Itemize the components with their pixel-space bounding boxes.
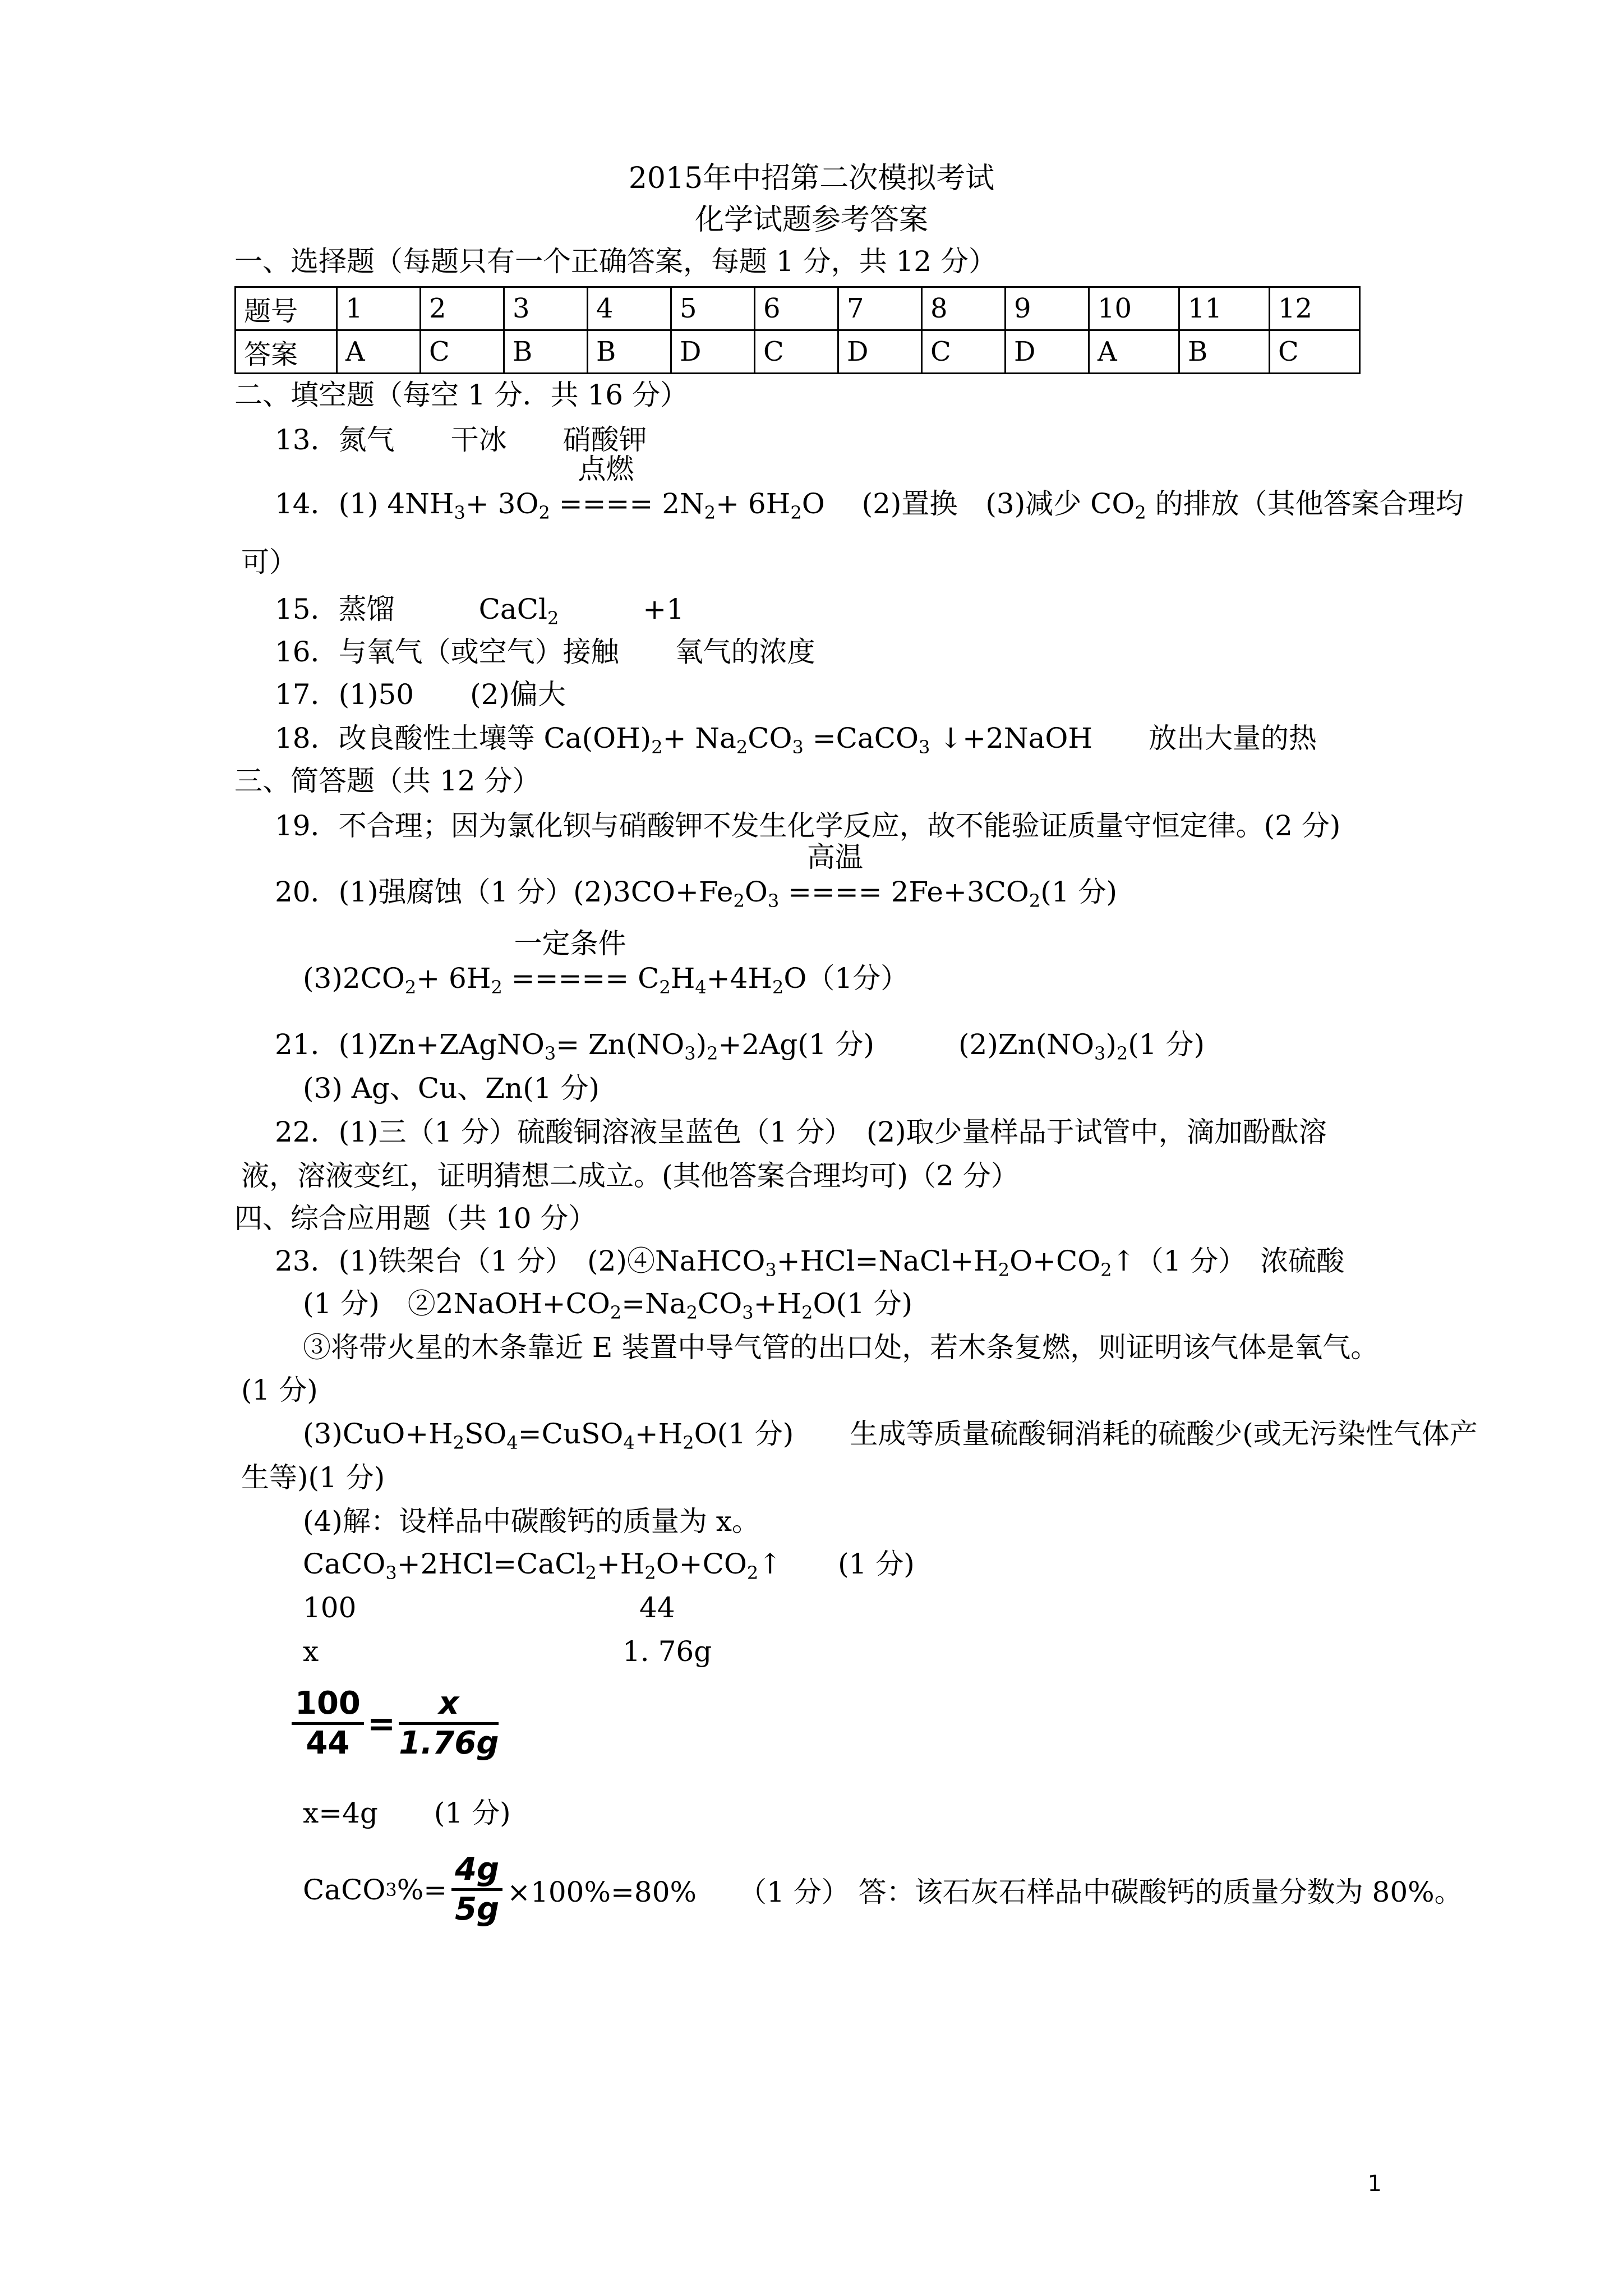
table-cell-answer: D bbox=[671, 330, 755, 374]
table-cell-number: 8 bbox=[922, 287, 1006, 330]
table-head-number: 题号 bbox=[236, 287, 337, 330]
section-1-heading: 一、选择题（每题只有一个正确答案，每题 1 分，共 12 分） bbox=[234, 245, 997, 278]
table-cell-number: 12 bbox=[1270, 287, 1360, 330]
fraction-left: $\frac{100}{44}$ bbox=[292, 1685, 364, 1762]
proportion-equation bbox=[292, 1685, 499, 1762]
answer-22: 22．(1)三（1 分）硫酸铜溶液呈蓝色（1 分） (2)取少量样品于试管中，滴加酚酞溶 bbox=[275, 1116, 1327, 1148]
table-cell-answer: A bbox=[337, 330, 421, 374]
calc-equation: $CaCO_3+2HCl=CaCl_2+H_2O+CO_2↑$ (1 分) bbox=[303, 1548, 915, 1584]
answer-23-line-3: ③将带火星的木条靠近 E 装置中导气管的出口处，若木条复燃，则证明该气体是氧气。 bbox=[303, 1331, 1379, 1364]
answer-21: 21．(1)Zn+ZAgNO$_3$= $Zn(NO_3)_2+2Ag(1$ 分) $(2)Zn(NO_3)_2(1$ 分) bbox=[275, 1028, 1205, 1064]
table-cell-number: 5 bbox=[671, 287, 755, 330]
answer-table bbox=[234, 286, 1361, 374]
title-line-1: 2015年中招第二次模拟考试 bbox=[628, 162, 995, 195]
table-head-answer: 答案 bbox=[236, 330, 337, 374]
answer-23-line-7: (4)解：设样品中碳酸钙的质量为 x。 bbox=[303, 1505, 760, 1538]
reaction-arrow: 高温 ==== bbox=[788, 841, 882, 908]
percentage-line: CaCO 3 %= $\frac{4g}{5g}$ ×100%=80% （1 分） 答：该石灰石样品中碳酸钙的质量分数为 80%。 bbox=[303, 1851, 1463, 1927]
answer-23-line-2: (1 分) $②2NaOH+CO_2=Na_2CO_3+H_2O(1$ 分) bbox=[303, 1287, 913, 1323]
answer-23-line-4: (1 分) bbox=[241, 1374, 318, 1406]
table-row-numbers bbox=[236, 287, 1360, 330]
table-cell-number: 6 bbox=[755, 287, 838, 330]
answer-20: 20．(1)强腐蚀（1 分）$(2)3CO+Fe_2O_3$ 高温 ==== $2Fe+3CO_2(1$ 分) bbox=[275, 841, 1117, 912]
table-row-answers bbox=[236, 330, 1360, 374]
answer-19: 19．不合理；因为氯化钡与硝酸钾不发生化学反应，故不能验证质量守恒定律。(2 分) bbox=[275, 809, 1341, 842]
answer-14: 14．(1) $4NH_3+ 3O_2$ 点燃 ==== $2N_2+ 6H_2O$ (2)置换 (3)减少 $CO_2$ 的排放（其他答案合理均 bbox=[275, 453, 1464, 523]
title-line-2: 化学试题参考答案 bbox=[694, 203, 928, 237]
table-cell-answer: C bbox=[755, 330, 838, 374]
molar-mass-co2: 44 bbox=[639, 1591, 675, 1624]
table-cell-answer: C bbox=[421, 330, 504, 374]
table-cell-answer: B bbox=[1179, 330, 1270, 374]
section-4-heading: 四、综合应用题（共 10 分） bbox=[234, 1202, 597, 1235]
table-cell-answer: C bbox=[922, 330, 1006, 374]
reaction-arrow: 点燃 ==== bbox=[559, 453, 653, 520]
table-cell-number: 4 bbox=[588, 287, 671, 330]
answer-18: 18．改良酸性土壤等 $Ca(OH)_2+ Na_2CO_3$ =CaCO$_3$ ↓+2NaOH 放出大量的热 bbox=[275, 722, 1317, 758]
table-cell-number: 2 bbox=[421, 287, 504, 330]
answer-15: 15．蒸馏 CaCl$_2$ +1 bbox=[275, 593, 685, 629]
answer-14-continued: 可） bbox=[241, 546, 297, 578]
answer-23: 23．(1)铁架台（1 分） $(2)④NaHCO_3+HCl=NaCl+H_2O+CO_2↑(1$ 分） 浓硫酸 bbox=[275, 1245, 1345, 1281]
table-cell-answer: C bbox=[1270, 330, 1360, 374]
result-x: x=4g (1 分) bbox=[303, 1797, 511, 1829]
table-cell-answer: A bbox=[1089, 330, 1179, 374]
table-cell-number: 11 bbox=[1179, 287, 1270, 330]
table-cell-number: 9 bbox=[1006, 287, 1089, 330]
unknown-x: x bbox=[303, 1635, 319, 1668]
table-cell-answer: B bbox=[588, 330, 671, 374]
section-3-heading: 三、简答题（共 12 分） bbox=[234, 765, 541, 797]
table-cell-number: 7 bbox=[838, 287, 922, 330]
section-2-heading: 二、填空题（每空 1 分．共 16 分） bbox=[234, 379, 689, 411]
table-cell-number: 1 bbox=[337, 287, 421, 330]
page-number: 1 bbox=[1367, 2171, 1382, 2197]
answer-16: 16．与氧气（或空气）接触 氧气的浓度 bbox=[275, 636, 815, 668]
table-cell-answer: D bbox=[838, 330, 922, 374]
table-cell-number: 3 bbox=[504, 287, 588, 330]
molar-mass-caco3: 100 bbox=[303, 1591, 357, 1624]
reaction-arrow: 一定条件 ===== bbox=[511, 927, 629, 995]
answer-21-part-3: (3) Ag、Cu、Zn(1 分) bbox=[303, 1072, 600, 1105]
answer-17: 17．(1)50 (2)偏大 bbox=[275, 678, 566, 711]
table-cell-number: 10 bbox=[1089, 287, 1179, 330]
equals-sign: = bbox=[367, 1704, 396, 1743]
table-cell-answer: D bbox=[1006, 330, 1089, 374]
answer-23-line-5: $(3)CuO+H_2SO_4=CuSO_4+H_2O(1$ 分) 生成等质量硫酸铜消耗的硫酸少(或无污染性气体产 bbox=[303, 1418, 1478, 1453]
answer-13: 13．氮气 干冰 硝酸钾 bbox=[275, 424, 647, 456]
answer-23-line-6: 生等)(1 分) bbox=[241, 1461, 385, 1494]
mass-co2: 1. 76g bbox=[623, 1635, 712, 1668]
fraction-percentage: $\frac{4g}{5g}$ bbox=[451, 1851, 502, 1928]
table-cell-answer: B bbox=[504, 330, 588, 374]
answer-20-part-3: $(3)2CO_2+ 6H_2$ 一定条件 ===== $C_2H_4+4H_2O(1$分） bbox=[303, 927, 909, 998]
answer-22-continued: 液，溶液变红，证明猜想二成立。(其他答案合理均可)（2 分） bbox=[241, 1159, 1019, 1192]
fraction-right: $\frac{x}{1.76g}$ bbox=[399, 1685, 499, 1761]
